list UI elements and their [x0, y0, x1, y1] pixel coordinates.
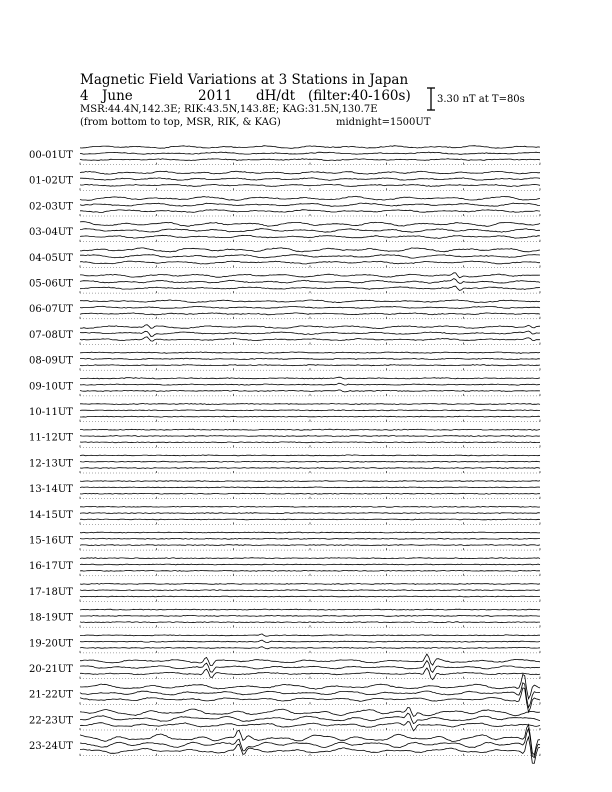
- hour-traces-23-24UT: [80, 725, 540, 764]
- trace-MSR-17-18UT: [80, 596, 540, 597]
- trace-MSR-14-15UT: [80, 519, 540, 520]
- hour-traces-09-10UT: [80, 377, 540, 396]
- hour-label-03-04UT: 03-04UT: [29, 227, 73, 239]
- trace-RIK-23-24UT: [80, 729, 540, 758]
- trace-MSR-07-08UT: [80, 337, 540, 341]
- trace-RIK-13-14UT: [80, 487, 540, 488]
- trace-RIK-06-07UT: [80, 306, 540, 308]
- trace-RIK-08-09UT: [80, 358, 540, 359]
- hour-label-07-08UT: 07-08UT: [29, 329, 73, 341]
- trace-KAG-13-14UT: [80, 481, 540, 482]
- trace-MSR-13-14UT: [80, 493, 540, 494]
- hour-label-08-09UT: 08-09UT: [29, 355, 73, 367]
- trace-RIK-14-15UT: [80, 513, 540, 514]
- hour-traces-05-06UT: [80, 273, 540, 293]
- hour-label-16-17UT: 16-17UT: [29, 561, 73, 573]
- hour-traces-14-15UT: [80, 506, 540, 524]
- hour-label-02-03UT: 02-03UT: [29, 201, 73, 213]
- trace-KAG-09-10UT: [80, 377, 540, 379]
- hour-label-21-22UT: 21-22UT: [29, 689, 73, 701]
- hour-label-20-21UT: 20-21UT: [29, 664, 73, 675]
- trace-MSR-15-16UT: [80, 545, 540, 546]
- trace-RIK-10-11UT: [80, 410, 540, 411]
- hour-traces-19-20UT: [80, 634, 540, 653]
- hour-traces-08-09UT: [80, 352, 540, 370]
- hour-label-15-16UT: 15-16UT: [29, 535, 73, 547]
- hour-traces-06-07UT: [80, 300, 540, 319]
- hour-traces-02-03UT: [80, 196, 540, 216]
- date-month: June: [102, 88, 133, 104]
- hour-label-22-23UT: 22-23UT: [29, 715, 73, 727]
- trace-KAG-08-09UT: [80, 352, 540, 354]
- hour-traces-10-11UT: [80, 404, 540, 422]
- trace-KAG-12-13UT: [80, 455, 540, 456]
- trace-KAG-22-23UT: [80, 707, 540, 716]
- hour-label-01-02UT: 01-02UT: [29, 175, 73, 187]
- trace-MSR-11-12UT: [80, 442, 540, 443]
- trace-RIK-19-20UT: [80, 640, 540, 643]
- trace-RIK-16-17UT: [80, 564, 540, 565]
- trace-MSR-06-07UT: [80, 313, 540, 315]
- trace-RIK-12-13UT: [80, 461, 540, 462]
- trace-KAG-16-17UT: [80, 558, 540, 559]
- hour-traces-18-19UT: [80, 609, 540, 627]
- trace-MSR-02-03UT: [80, 210, 540, 213]
- station-coordinates: MSR:44.4N,142.3E; RIK:43.5N,143.8E; KAG:31.5N,130.7E: [80, 104, 378, 115]
- hour-label-05-06UT: 05-06UT: [29, 278, 73, 290]
- hour-label-12-13UT: 12-13UT: [29, 458, 73, 470]
- hour-traces-16-17UT: [80, 558, 540, 576]
- trace-RIK-04-05UT: [80, 255, 540, 259]
- trace-MSR-23-24UT: [80, 737, 540, 763]
- trace-RIK-15-16UT: [80, 538, 540, 539]
- trace-RIK-00-01UT: [80, 152, 540, 154]
- hour-label-19-20UT: 19-20UT: [29, 638, 73, 650]
- trace-RIK-05-06UT: [80, 279, 540, 284]
- date-year: 2011: [198, 88, 233, 104]
- trace-MSR-12-13UT: [80, 468, 540, 469]
- trace-RIK-11-12UT: [80, 436, 540, 437]
- trace-MSR-00-01UT: [80, 159, 540, 161]
- date-day: 4: [80, 88, 89, 104]
- hour-label-06-07UT: 06-07UT: [29, 304, 73, 316]
- hour-traces-20-21UT: [80, 654, 540, 680]
- trace-KAG-06-07UT: [80, 300, 540, 303]
- hour-label-13-14UT: 13-14UT: [29, 484, 73, 496]
- trace-KAG-00-01UT: [80, 146, 540, 149]
- trace-RIK-09-10UT: [80, 383, 540, 385]
- hour-label-17-18UT: 17-18UT: [29, 586, 73, 598]
- order-text: (from bottom to top, MSR, RIK, & KAG): [80, 117, 281, 128]
- trace-KAG-03-04UT: [80, 222, 540, 227]
- trace-RIK-03-04UT: [80, 229, 540, 233]
- trace-KAG-19-20UT: [80, 634, 540, 636]
- midnight-note: midnight=1500UT: [336, 117, 431, 128]
- hour-label-11-12UT: 11-12UT: [29, 432, 73, 444]
- hour-label-04-05UT: 04-05UT: [29, 252, 73, 264]
- hour-traces-22-23UT: [80, 707, 540, 730]
- trace-RIK-17-18UT: [80, 590, 540, 591]
- trace-KAG-10-11UT: [80, 404, 540, 405]
- trace-KAG-02-03UT: [80, 196, 540, 200]
- hour-label-09-10UT: 09-10UT: [29, 381, 73, 393]
- hour-traces-13-14UT: [80, 481, 540, 499]
- hour-traces-00-01UT: [80, 146, 540, 165]
- trace-KAG-14-15UT: [80, 506, 540, 507]
- hour-traces-21-22UT: [80, 675, 540, 713]
- hour-traces-03-04UT: [80, 222, 540, 242]
- hour-traces-11-12UT: [80, 429, 540, 447]
- trace-KAG-04-05UT: [80, 248, 540, 252]
- trace-RIK-07-08UT: [80, 331, 540, 336]
- trace-MSR-05-06UT: [80, 286, 540, 290]
- hour-label-00-01UT: 00-01UT: [29, 150, 73, 161]
- trace-KAG-07-08UT: [80, 325, 540, 329]
- hour-label-18-19UT: 18-19UT: [29, 612, 73, 624]
- trace-MSR-04-05UT: [80, 261, 540, 264]
- hour-traces-17-18UT: [80, 583, 540, 601]
- trace-MSR-10-11UT: [80, 416, 540, 417]
- trace-KAG-18-19UT: [80, 609, 540, 610]
- trace-KAG-17-18UT: [80, 583, 540, 584]
- trace-KAG-20-21UT: [80, 654, 540, 666]
- scale-bar-label: 3.30 nT at T=80s: [437, 94, 525, 105]
- trace-MSR-01-02UT: [80, 184, 540, 186]
- trace-KAG-01-02UT: [80, 171, 540, 174]
- trace-KAG-11-12UT: [80, 429, 540, 430]
- trace-MSR-19-20UT: [80, 647, 540, 649]
- chart-title: Magnetic Field Variations at 3 Stations in Japan: [80, 72, 409, 88]
- trace-KAG-05-06UT: [80, 273, 540, 278]
- hour-label-10-11UT: 10-11UT: [29, 407, 73, 418]
- scale-bar: [427, 88, 435, 110]
- trace-MSR-09-10UT: [80, 390, 540, 392]
- hour-traces-15-16UT: [80, 532, 540, 550]
- hour-traces-01-02UT: [80, 171, 540, 190]
- hour-traces-07-08UT: [80, 325, 540, 345]
- trace-KAG-15-16UT: [80, 532, 540, 533]
- trace-MSR-18-19UT: [80, 622, 540, 623]
- trace-RIK-02-03UT: [80, 203, 540, 206]
- hour-traces-12-13UT: [80, 455, 540, 473]
- quantity-label: dH/dt: [256, 88, 296, 104]
- trace-RIK-18-19UT: [80, 615, 540, 616]
- hour-traces-04-05UT: [80, 248, 540, 268]
- trace-RIK-01-02UT: [80, 178, 540, 181]
- trace-RIK-20-21UT: [80, 661, 540, 673]
- trace-MSR-08-09UT: [80, 365, 540, 366]
- hour-label-23-24UT: 23-24UT: [29, 741, 73, 753]
- trace-MSR-16-17UT: [80, 570, 540, 571]
- trace-MSR-03-04UT: [80, 235, 540, 238]
- hour-label-14-15UT: 14-15UT: [29, 509, 73, 521]
- trace-RIK-22-23UT: [80, 713, 540, 723]
- filter-label: (filter:40-160s): [308, 88, 411, 104]
